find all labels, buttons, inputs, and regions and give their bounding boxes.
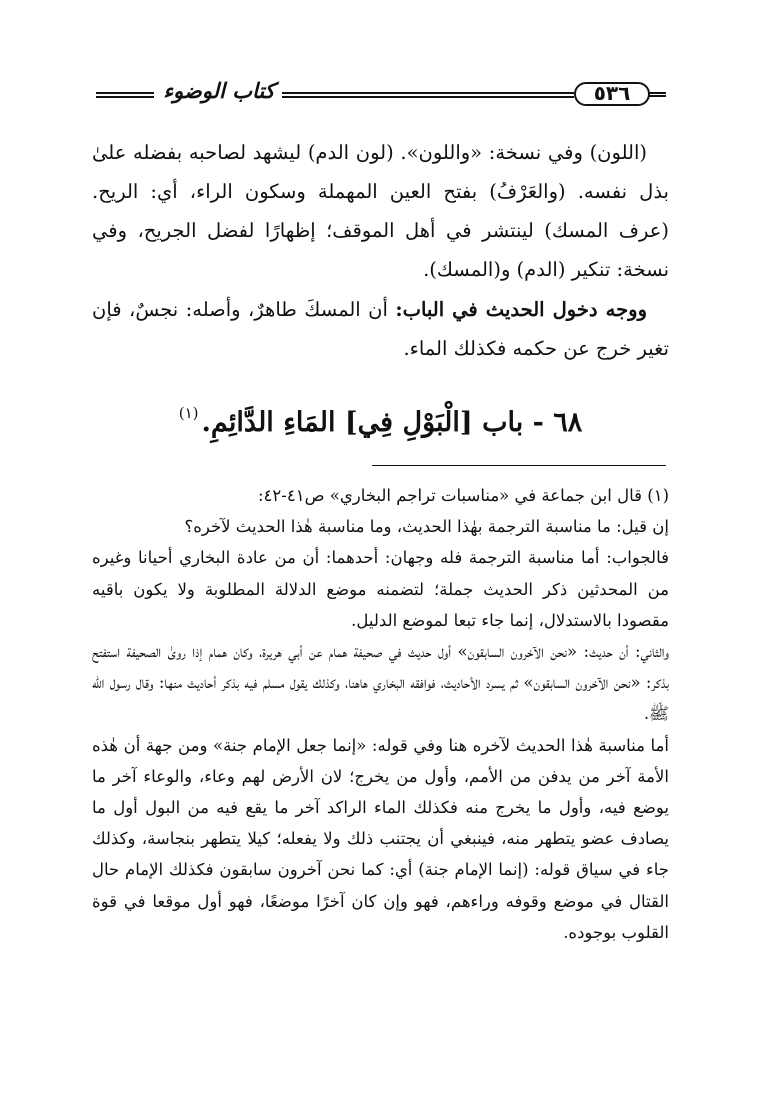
header-rule-right	[282, 92, 574, 98]
footnote-reference: (١)	[178, 404, 199, 422]
footnote-divider	[372, 465, 666, 466]
footnote-line: إن قيل: ما مناسبة الترجمة بهٰذا الحديث، وما مناسبة هٰذا الحديث لآخره؟	[184, 517, 669, 537]
main-paragraph-2	[92, 290, 669, 368]
paragraph-2-body: أن المسكَ طاهرٌ، وأصله: نجسٌ، فإن تغير خرج عن حكمه فكذلك الماء.	[92, 298, 669, 360]
running-title: كتاب الوضوء	[163, 78, 275, 103]
bold-lead: ووجه دخول الحديث في الباب:	[395, 298, 647, 321]
header-rule-left	[96, 92, 154, 98]
footnote-line: والثاني: أن حديث: «نحن الآخرون السابقون» أول حديث في صحيفة همام عن أبي هريرة، وكان همام إذا روىٰ الصحيفة استفتح بذكر: «نحن الآخرون السابقون» ثم يسرد الأحاديث، فوافقه البخاري هاهنا، وكذلك يقول مسلم فيه بذكر أحاديث منها: وقال رسول الله ﷺ.	[92, 642, 669, 724]
footnote-line: أما مناسبة هٰذا الحديث لآخره هنا وفي قوله: «إنما جعل الإمام جنة» ومن جهة أن هٰذه الأمة آخر من يدفن من الأمم، وأول من يخرج؛ لان الأرض لهم وعاء، والوعاء آخر ما يوضع فيه، وأول ما يخرج منه فكذلك الماء الراكد آخر ما يقع فيه من البول أول ما يصادف عضو يتطهر منه، فينبغي أن يجتنب ذلك ولا يفعله؛ كيلا يتطهر بنجاسة، وكذلك جاء في سياق قوله: (إنما الإمام جنة) أي: كما نحن آخرون سابقون فكذلك الإمام حال القتال في موضع وقوفه وراءهم، فهو وإن كان آخرًا موضعًا، فهو أول موقعا في قوة القلوب بوجوده.	[92, 735, 669, 942]
page-number-oval	[574, 82, 650, 106]
running-header	[92, 76, 666, 116]
chapter-heading-text: ٦٨ - باب [الْبَوْلِ فِي] المَاءِ الدَّائِمِ.	[201, 407, 583, 438]
page-number: ٥٣٦	[593, 81, 631, 105]
footnote-line: فالجواب: أما مناسبة الترجمة فله وجهان: أحدهما: أن من عادة البخاري أحيانا وغيره من المحدثين ذكر الحديث جملة؛ لتضمنه موضع الدلالة المطلوبة ولا يكون باقيه مقصودا بالاستدلال، إنما جاء تبعا لموضع الدليل.	[92, 548, 669, 630]
main-text-block-2	[92, 290, 669, 368]
main-paragraph-1: (اللون) وفي نسخة: «واللون». (لون الدم) ليشهد لصاحبه بفضله علىٰ بذل نفسه. (والعَرْفُ) بفتح العين المهملة وسكون الراء، أي: الريح. (عرف المسك) لينتشر في أهل الموقف؛ إظهارًا لفضل الجريح، وفي نسخة: تنكير (الدم) و(المسك).	[92, 141, 669, 281]
footnote-block	[92, 480, 669, 948]
chapter-heading	[92, 404, 669, 438]
main-text-block-1	[92, 133, 669, 289]
page-number-ornament	[570, 78, 666, 112]
footnote-line: (١) قال ابن جماعة في «مناسبات تراجم البخاري» ص٤١-٤٢:	[257, 486, 669, 505]
